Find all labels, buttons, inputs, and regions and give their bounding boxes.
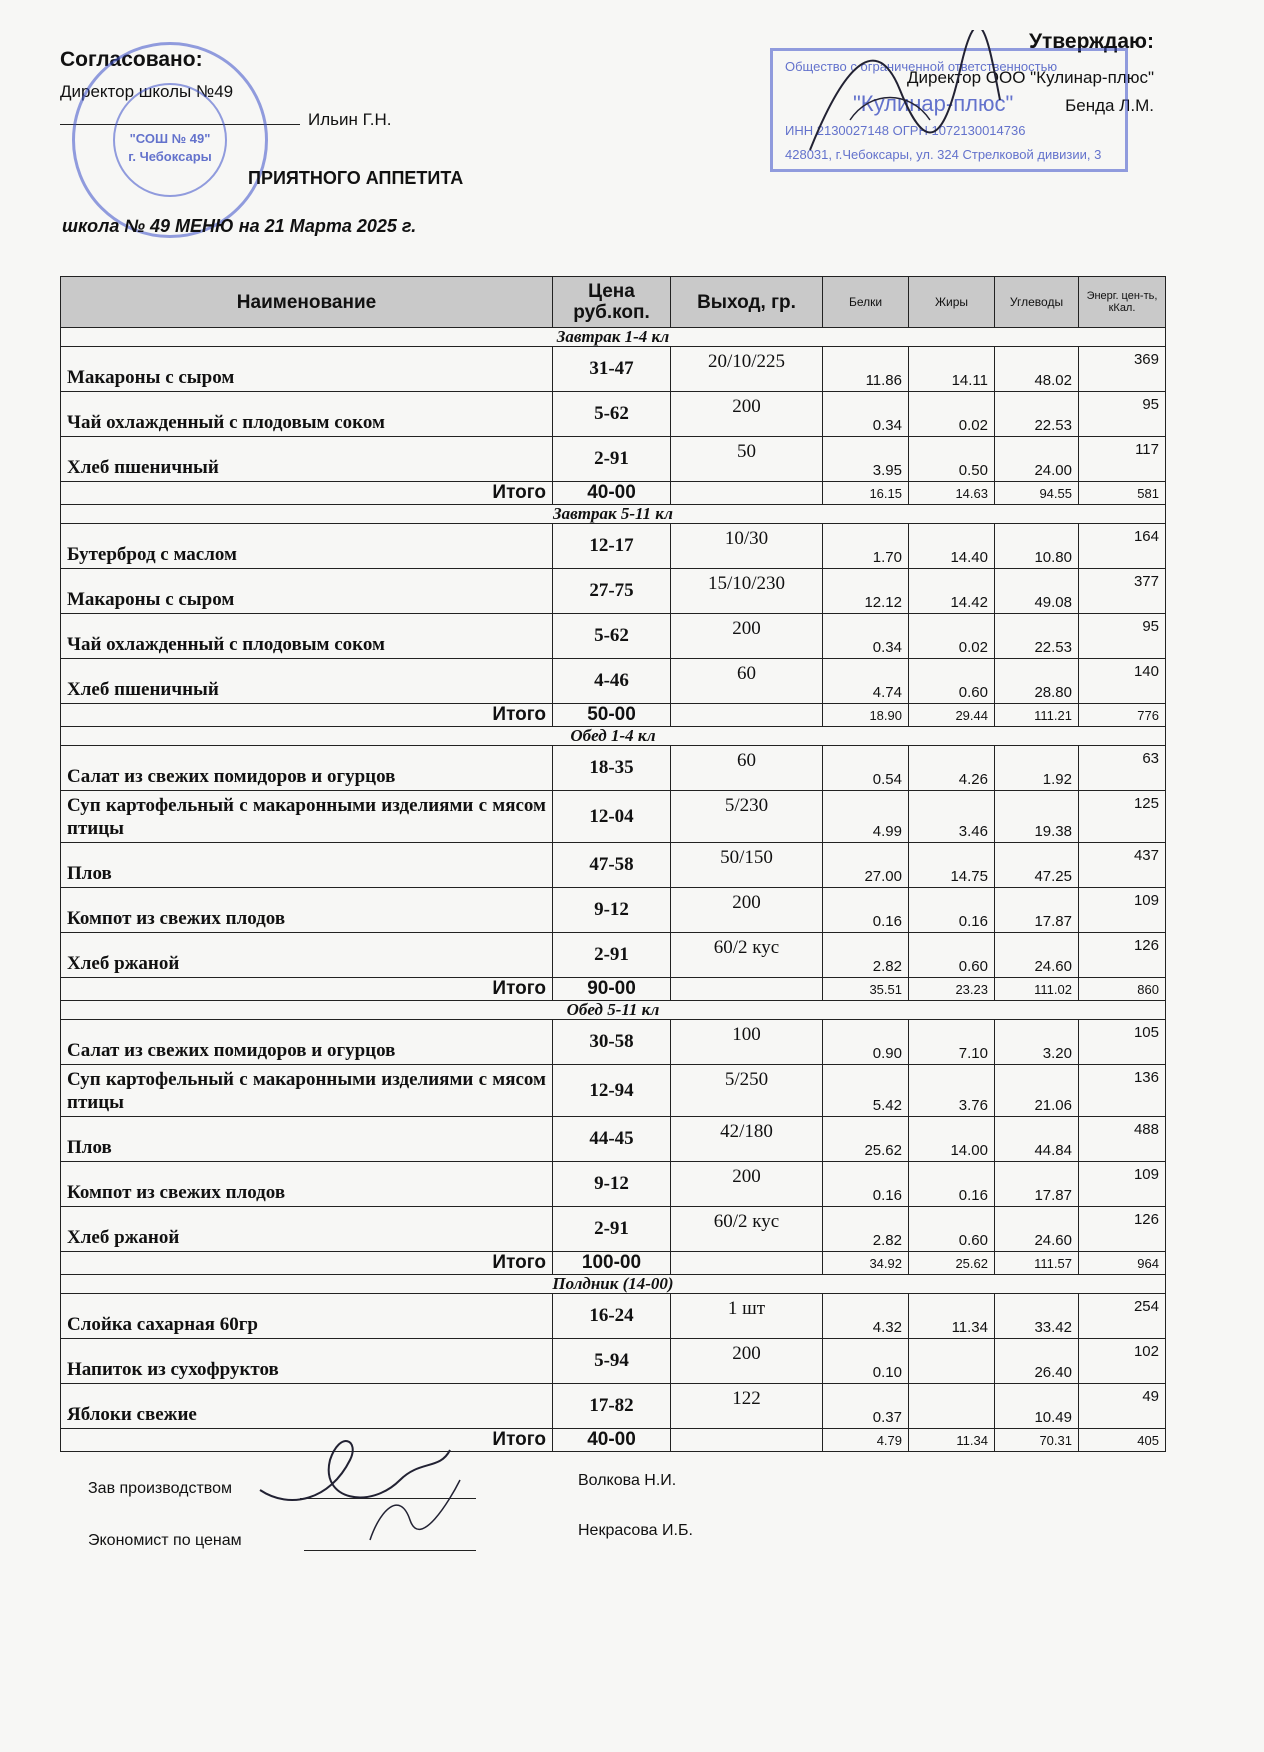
- dish-output: 100: [671, 1020, 823, 1065]
- col-header-fat: Жиры: [909, 277, 995, 328]
- total-protein: 4.79: [823, 1429, 909, 1452]
- dish-energy: 109: [1079, 1162, 1166, 1207]
- total-carbs: 94.55: [995, 482, 1079, 505]
- greeting: ПРИЯТНОГО АППЕТИТА: [248, 168, 464, 188]
- total-fat: 14.63: [909, 482, 995, 505]
- economist-label: Экономист по ценам: [88, 1532, 242, 1549]
- dish-carbs: 24.60: [995, 1207, 1079, 1252]
- dish-protein: 0.37: [823, 1384, 909, 1429]
- dish-price: 5-94: [553, 1339, 671, 1384]
- total-row: [61, 482, 1166, 505]
- total-carbs: 70.31: [995, 1429, 1079, 1452]
- col-header-output: Выход, гр.: [671, 277, 823, 328]
- total-carbs: 111.02: [995, 978, 1079, 1001]
- total-energy: 860: [1079, 978, 1166, 1001]
- dish-energy: 488: [1079, 1117, 1166, 1162]
- dish-output: 50/150: [671, 843, 823, 888]
- dish-name: Суп картофельный с макаронными изделиями с мясом птицы: [61, 791, 553, 843]
- dish-price: 12-17: [553, 524, 671, 569]
- dish-price: 9-12: [553, 888, 671, 933]
- dish-carbs: 17.87: [995, 888, 1079, 933]
- table-header-row: [61, 277, 1166, 328]
- table-row: [61, 392, 1166, 437]
- total-protein: 18.90: [823, 704, 909, 727]
- table-row: [61, 933, 1166, 978]
- dish-price: 31-47: [553, 347, 671, 392]
- dish-output: 50: [671, 437, 823, 482]
- dish-carbs: 44.84: [995, 1117, 1079, 1162]
- stamp-rect-line-4: 428031, г.Чебоксары, ул. 324 Стрелковой дивизии, 3: [785, 147, 1102, 162]
- dish-price: 44-45: [553, 1117, 671, 1162]
- dish-output: 1 шт: [671, 1294, 823, 1339]
- menu-title: школа № 49 МЕНЮ на 21 Марта 2025 г.: [62, 216, 417, 236]
- dish-energy: 254: [1079, 1294, 1166, 1339]
- dish-fat: 0.60: [909, 933, 995, 978]
- section-row: [61, 1001, 1166, 1020]
- section-title: Завтрак 5-11 кл: [61, 505, 1166, 524]
- dish-carbs: 1.92: [995, 746, 1079, 791]
- dish-name: Хлеб пшеничный: [61, 437, 553, 482]
- table-row: [61, 569, 1166, 614]
- dish-fat: 0.02: [909, 392, 995, 437]
- table-row: [61, 524, 1166, 569]
- col-header-protein: Белки: [823, 277, 909, 328]
- section-row: [61, 727, 1166, 746]
- dish-energy: 63: [1079, 746, 1166, 791]
- section-row: [61, 505, 1166, 524]
- total-label: Итого: [61, 704, 553, 727]
- dish-carbs: 24.60: [995, 933, 1079, 978]
- dish-name: Чай охлажденный с плодовым соком: [61, 614, 553, 659]
- dish-output: 122: [671, 1384, 823, 1429]
- dish-name: Напиток из сухофруктов: [61, 1339, 553, 1384]
- dish-carbs: 33.42: [995, 1294, 1079, 1339]
- dish-carbs: 19.38: [995, 791, 1079, 843]
- dish-price: 17-82: [553, 1384, 671, 1429]
- dish-energy: 164: [1079, 524, 1166, 569]
- total-protein: 34.92: [823, 1252, 909, 1275]
- dish-output: 200: [671, 1339, 823, 1384]
- dish-price: 9-12: [553, 1162, 671, 1207]
- dish-energy: 49: [1079, 1384, 1166, 1429]
- dish-price: 47-58: [553, 843, 671, 888]
- agreed-title: Согласовано:: [60, 48, 203, 71]
- dish-protein: 25.62: [823, 1117, 909, 1162]
- approve-position: Директор ООО "Кулинар-плюс": [906, 68, 1154, 87]
- table-row: [61, 437, 1166, 482]
- dish-fat: 0.16: [909, 1162, 995, 1207]
- table-row: [61, 1294, 1166, 1339]
- dish-carbs: 22.53: [995, 614, 1079, 659]
- dish-name: Компот из свежих плодов: [61, 1162, 553, 1207]
- dish-price: 2-91: [553, 933, 671, 978]
- dish-energy: 377: [1079, 569, 1166, 614]
- dish-fat: 14.42: [909, 569, 995, 614]
- table-row: [61, 659, 1166, 704]
- dish-fat: [909, 1384, 995, 1429]
- dish-protein: 0.16: [823, 1162, 909, 1207]
- dish-name: Плов: [61, 843, 553, 888]
- approve-name: Бенда Л.М.: [1065, 96, 1154, 115]
- dish-output: 5/250: [671, 1065, 823, 1117]
- table-row: [61, 746, 1166, 791]
- total-energy: 581: [1079, 482, 1166, 505]
- section-title: Завтрак 1-4 кл: [61, 328, 1166, 347]
- total-output-empty: [671, 1252, 823, 1275]
- production-name: Волкова Н.И.: [578, 1472, 677, 1489]
- dish-energy: 95: [1079, 614, 1166, 659]
- table-row: [61, 614, 1166, 659]
- dish-fat: 0.02: [909, 614, 995, 659]
- dish-energy: 95: [1079, 392, 1166, 437]
- dish-energy: 126: [1079, 933, 1166, 978]
- dish-fat: 0.60: [909, 659, 995, 704]
- dish-energy: 136: [1079, 1065, 1166, 1117]
- approve-title: Утверждаю:: [1028, 30, 1154, 53]
- col-header-name: Наименование: [61, 277, 553, 328]
- dish-price: 16-24: [553, 1294, 671, 1339]
- total-output-empty: [671, 978, 823, 1001]
- dish-name: Макароны с сыром: [61, 347, 553, 392]
- total-protein: 16.15: [823, 482, 909, 505]
- total-fat: 23.23: [909, 978, 995, 1001]
- dish-energy: 125: [1079, 791, 1166, 843]
- col-header-carbs: Углеводы: [995, 277, 1079, 328]
- dish-fat: 14.75: [909, 843, 995, 888]
- dish-carbs: 10.80: [995, 524, 1079, 569]
- dish-name: Хлеб ржаной: [61, 1207, 553, 1252]
- total-price: 90-00: [553, 978, 671, 1001]
- dish-name: Яблоки свежие: [61, 1384, 553, 1429]
- dish-protein: 5.42: [823, 1065, 909, 1117]
- dish-protein: 0.90: [823, 1020, 909, 1065]
- dish-protein: 4.99: [823, 791, 909, 843]
- table-row: [61, 1065, 1166, 1117]
- production-signature: [250, 1420, 490, 1550]
- total-label: Итого: [61, 482, 553, 505]
- dish-name: Чай охлажденный с плодовым соком: [61, 392, 553, 437]
- stamp-rect-line-1: Общество с ограниченной ответственностью: [785, 59, 1058, 74]
- table-row: [61, 791, 1166, 843]
- dish-name: Слойка сахарная 60гр: [61, 1294, 553, 1339]
- dish-name: Бутерброд с маслом: [61, 524, 553, 569]
- dish-fat: 4.26: [909, 746, 995, 791]
- dish-carbs: 47.25: [995, 843, 1079, 888]
- dish-fat: 0.60: [909, 1207, 995, 1252]
- dish-fat: [909, 1339, 995, 1384]
- dish-protein: 0.34: [823, 614, 909, 659]
- dish-energy: 102: [1079, 1339, 1166, 1384]
- col-header-energy: Энерг. цен-ть, кКал.: [1079, 277, 1166, 328]
- dish-carbs: 21.06: [995, 1065, 1079, 1117]
- table-row: [61, 1384, 1166, 1429]
- dish-fat: 0.16: [909, 888, 995, 933]
- total-label: Итого: [61, 1429, 553, 1452]
- total-energy: 964: [1079, 1252, 1166, 1275]
- total-energy: 405: [1079, 1429, 1166, 1452]
- dish-output: 5/230: [671, 791, 823, 843]
- dish-name: Плов: [61, 1117, 553, 1162]
- dish-price: 5-62: [553, 392, 671, 437]
- dish-protein: 3.95: [823, 437, 909, 482]
- dish-output: 200: [671, 888, 823, 933]
- dish-fat: 0.50: [909, 437, 995, 482]
- dish-energy: 437: [1079, 843, 1166, 888]
- agreed-name: Ильин Г.Н.: [308, 110, 392, 129]
- dish-energy: 126: [1079, 1207, 1166, 1252]
- dish-protein: 27.00: [823, 843, 909, 888]
- menu-body: [61, 328, 1166, 1452]
- dish-price: 18-35: [553, 746, 671, 791]
- dish-protein: 0.16: [823, 888, 909, 933]
- total-price: 40-00: [553, 1429, 671, 1452]
- dish-carbs: 3.20: [995, 1020, 1079, 1065]
- dish-fat: 7.10: [909, 1020, 995, 1065]
- dish-name: Хлеб пшеничный: [61, 659, 553, 704]
- dish-carbs: 17.87: [995, 1162, 1079, 1207]
- dish-protein: 11.86: [823, 347, 909, 392]
- production-label: Зав производством: [88, 1480, 232, 1497]
- total-label: Итого: [61, 1252, 553, 1275]
- dish-fat: 3.76: [909, 1065, 995, 1117]
- dish-protein: 0.34: [823, 392, 909, 437]
- menu-table: [60, 276, 1166, 1452]
- dish-output: 60/2 кус: [671, 933, 823, 978]
- dish-carbs: 22.53: [995, 392, 1079, 437]
- total-carbs: 111.57: [995, 1252, 1079, 1275]
- dish-protein: 12.12: [823, 569, 909, 614]
- economist-name: Некрасова И.Б.: [578, 1522, 693, 1539]
- dish-fat: 14.11: [909, 347, 995, 392]
- table-row: [61, 843, 1166, 888]
- total-price: 100-00: [553, 1252, 671, 1275]
- total-fat: 25.62: [909, 1252, 995, 1275]
- dish-price: 2-91: [553, 437, 671, 482]
- total-protein: 35.51: [823, 978, 909, 1001]
- dish-protein: 0.10: [823, 1339, 909, 1384]
- director-signature: [790, 30, 1010, 170]
- dish-output: 10/30: [671, 524, 823, 569]
- section-title: Обед 5-11 кл: [61, 1001, 1166, 1020]
- total-output-empty: [671, 704, 823, 727]
- dish-fat: 3.46: [909, 791, 995, 843]
- dish-carbs: 26.40: [995, 1339, 1079, 1384]
- dish-energy: 117: [1079, 437, 1166, 482]
- dish-fat: 14.00: [909, 1117, 995, 1162]
- dish-name: Салат из свежих помидоров и огурцов: [61, 746, 553, 791]
- total-row: [61, 704, 1166, 727]
- economist-signature-line: [304, 1550, 476, 1551]
- dish-output: 200: [671, 392, 823, 437]
- table-row: [61, 1339, 1166, 1384]
- dish-protein: 2.82: [823, 933, 909, 978]
- section-title: Обед 1-4 кл: [61, 727, 1166, 746]
- dish-output: 60/2 кус: [671, 1207, 823, 1252]
- dish-protein: 0.54: [823, 746, 909, 791]
- dish-price: 5-62: [553, 614, 671, 659]
- dish-carbs: 10.49: [995, 1384, 1079, 1429]
- dish-carbs: 24.00: [995, 437, 1079, 482]
- table-row: [61, 1162, 1166, 1207]
- dish-output: 20/10/225: [671, 347, 823, 392]
- section-row: [61, 328, 1166, 347]
- dish-price: 30-58: [553, 1020, 671, 1065]
- total-label: Итого: [61, 978, 553, 1001]
- dish-price: 12-04: [553, 791, 671, 843]
- dish-energy: 105: [1079, 1020, 1166, 1065]
- stamp-round-line-1: "СОШ № 49": [129, 131, 211, 146]
- section-row: [61, 1275, 1166, 1294]
- dish-energy: 140: [1079, 659, 1166, 704]
- dish-output: 42/180: [671, 1117, 823, 1162]
- dish-protein: 4.32: [823, 1294, 909, 1339]
- dish-output: 60: [671, 746, 823, 791]
- dish-protein: 4.74: [823, 659, 909, 704]
- table-row: [61, 1117, 1166, 1162]
- total-row: [61, 1429, 1166, 1452]
- dish-output: 60: [671, 659, 823, 704]
- total-price: 50-00: [553, 704, 671, 727]
- dish-name: Хлеб ржаной: [61, 933, 553, 978]
- dish-carbs: 28.80: [995, 659, 1079, 704]
- total-carbs: 111.21: [995, 704, 1079, 727]
- col-header-price: Цена руб.коп.: [553, 277, 671, 328]
- total-fat: 11.34: [909, 1429, 995, 1452]
- stamp-round-line-2: г. Чебоксары: [128, 149, 212, 164]
- school-round-stamp: [72, 42, 268, 238]
- dish-fat: 14.40: [909, 524, 995, 569]
- dish-protein: 2.82: [823, 1207, 909, 1252]
- dish-price: 4-46: [553, 659, 671, 704]
- stamp-rect-line-3: ИНН 2130027148 ОГРН 1072130014736: [785, 123, 1026, 138]
- table-row: [61, 1207, 1166, 1252]
- total-fat: 29.44: [909, 704, 995, 727]
- total-row: [61, 978, 1166, 1001]
- dish-output: 200: [671, 1162, 823, 1207]
- dish-output: 200: [671, 614, 823, 659]
- dish-name: Салат из свежих помидоров и огурцов: [61, 1020, 553, 1065]
- dish-protein: 1.70: [823, 524, 909, 569]
- total-output-empty: [671, 482, 823, 505]
- agreed-position: Директор школы №49: [60, 82, 234, 101]
- section-title: Полдник (14-00): [61, 1275, 1166, 1294]
- total-row: [61, 1252, 1166, 1275]
- dish-carbs: 49.08: [995, 569, 1079, 614]
- table-row: [61, 1020, 1166, 1065]
- total-output-empty: [671, 1429, 823, 1452]
- dish-price: 12-94: [553, 1065, 671, 1117]
- dish-name: Макароны с сыром: [61, 569, 553, 614]
- dish-output: 15/10/230: [671, 569, 823, 614]
- table-row: [61, 347, 1166, 392]
- stamp-rect-line-2: "Кулинар-плюс": [853, 91, 1014, 116]
- dish-energy: 369: [1079, 347, 1166, 392]
- dish-carbs: 48.02: [995, 347, 1079, 392]
- total-energy: 776: [1079, 704, 1166, 727]
- dish-price: 27-75: [553, 569, 671, 614]
- dish-fat: 11.34: [909, 1294, 995, 1339]
- table-row: [61, 888, 1166, 933]
- dish-price: 2-91: [553, 1207, 671, 1252]
- dish-energy: 109: [1079, 888, 1166, 933]
- total-price: 40-00: [553, 482, 671, 505]
- dish-name: Суп картофельный с макаронными изделиями с мясом птицы: [61, 1065, 553, 1117]
- dish-name: Компот из свежих плодов: [61, 888, 553, 933]
